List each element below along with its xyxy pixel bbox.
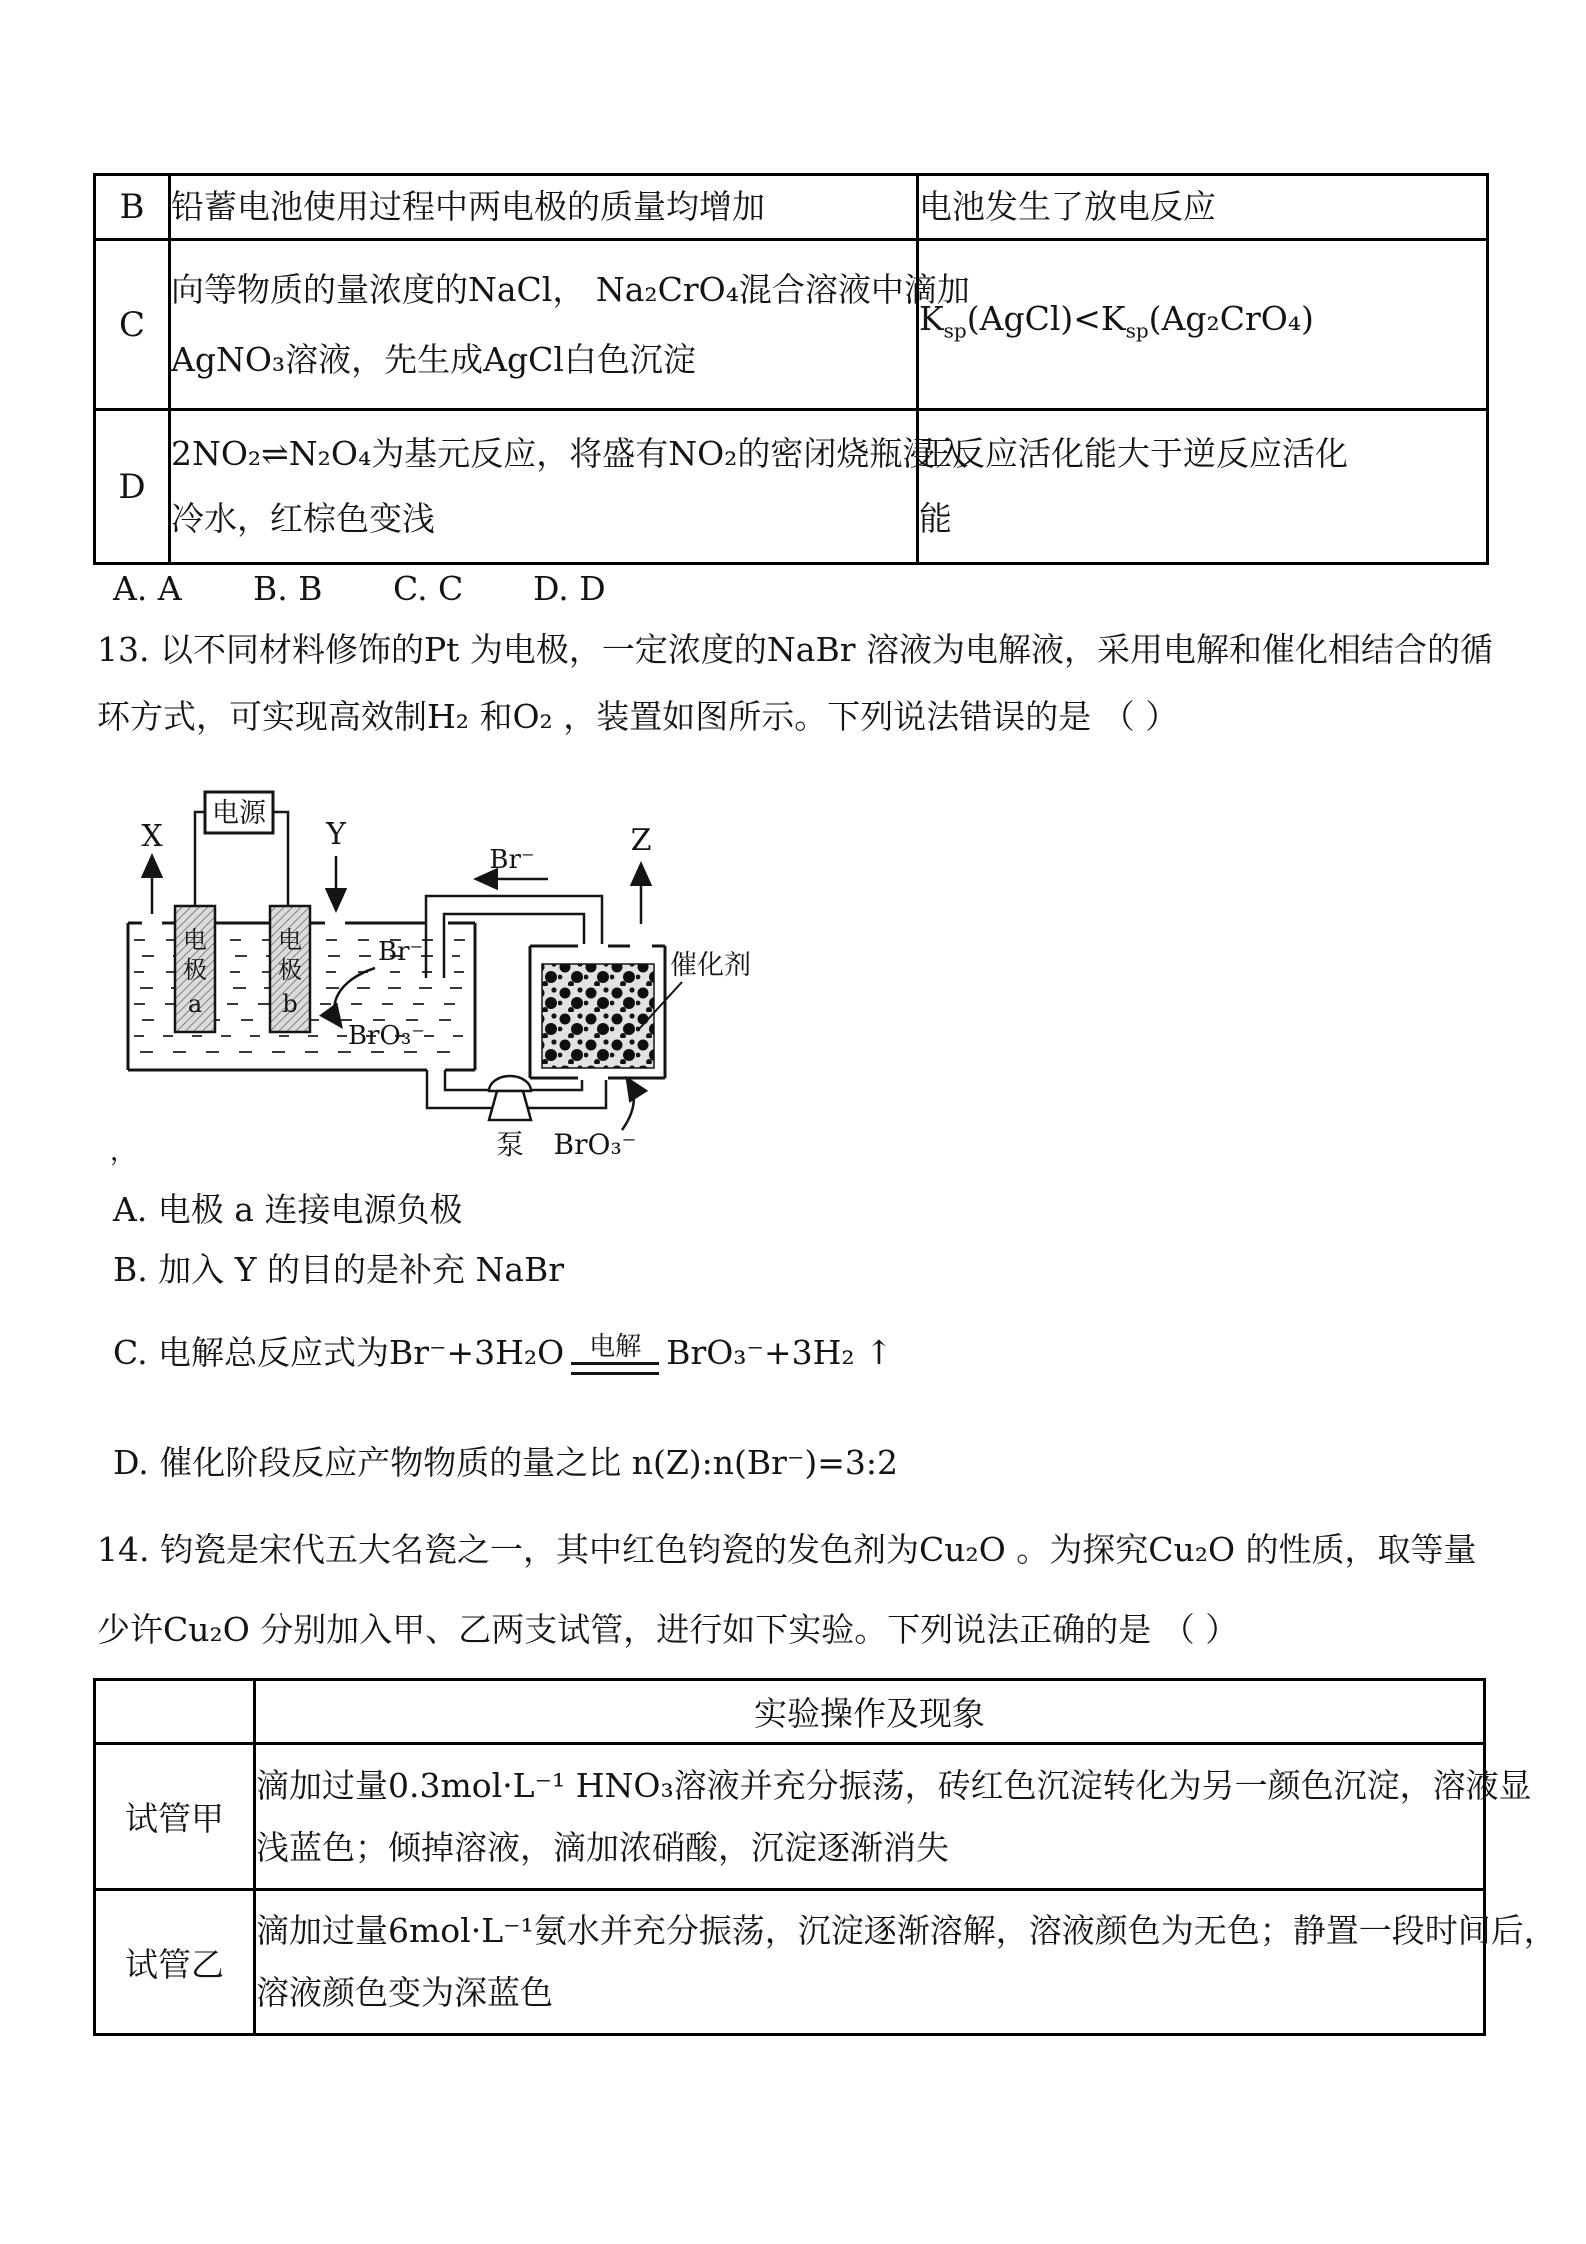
electrolysis-condition-label: 电解 — [589, 1331, 642, 1362]
answer-option-a: A. A — [113, 569, 182, 608]
ksp-sub: sp — [943, 318, 967, 343]
row-conclusion — [918, 410, 1488, 564]
row-statement — [170, 410, 969, 564]
row-statement — [170, 175, 918, 240]
table-row — [95, 175, 1488, 240]
x-gas-label: X — [141, 819, 163, 854]
tube-label: 试管甲 — [95, 1744, 255, 1890]
statement-line: 向等物质的量浓度的NaCl， Na₂CrO₄混合溶液中滴加 — [171, 269, 970, 309]
electrode-a-char: a — [187, 990, 203, 1018]
power-supply-label: 电源 — [212, 798, 266, 829]
wire-to-electrode-b — [273, 812, 288, 908]
answer-option-b: B. B — [253, 569, 323, 608]
ksp-sub: sp — [1125, 318, 1149, 343]
bromate-flow-arrow — [622, 1080, 634, 1130]
ksp-mid: (AgCl)< — [966, 298, 1101, 338]
electrode-b-char: b — [282, 990, 298, 1018]
table-header: 实验操作及现象 — [255, 1680, 1485, 1744]
observation-line: 滴加过量6mol·L⁻¹氨水并充分振荡，沉淀逐渐溶解，溶液颜色为无色；静置一段时间后， — [256, 1911, 1557, 1951]
table-row — [95, 410, 1488, 564]
catalyst-bed — [542, 964, 654, 1068]
electrode-b-char: 电 — [278, 926, 302, 954]
ksp-tail: (Ag₂CrO₄) — [1148, 298, 1314, 338]
ksp-expression — [919, 296, 1486, 354]
row-option-letter: B — [95, 175, 170, 240]
observation-line: 浅蓝色；倾掉溶液，滴加浓硝酸，沉淀逐渐消失 — [256, 1827, 949, 1867]
row-option-letter: D — [95, 410, 170, 564]
conclusion-line: 正反应活化能大于逆反应活化 — [919, 434, 1348, 474]
row-conclusion — [918, 175, 1488, 240]
q13-option-c-prefix: C. 电解总反应式为Br⁻+3H₂O — [113, 1333, 565, 1372]
table-row — [95, 1680, 1485, 1744]
pump-body — [489, 1091, 531, 1120]
conclusion-line: 能 — [919, 498, 952, 538]
statement-line: 冷水，红棕色变浅 — [171, 498, 435, 538]
electrolysis-condition-over-equals — [571, 1332, 659, 1375]
question-14-line-2: 少许Cu₂O 分别加入甲、乙两支试管，进行如下实验。下列说法正确的是 （ ） — [97, 1610, 1239, 1649]
table-row — [95, 1744, 1485, 1890]
q13-option-c — [113, 1330, 893, 1376]
tube-observation — [255, 1744, 1532, 1890]
bromide-to-bromate-arrow — [334, 968, 375, 1025]
q13-option-a: A. 电极 a 连接电源负极 — [113, 1190, 463, 1229]
bromide-in-tank-label: Br⁻ — [378, 937, 424, 967]
question-13-line-1: 13. 以不同材料修饰的Pt 为电极，一定浓度的NaBr 溶液为电解液，采用电解和催化相结合的循 — [97, 630, 1493, 669]
question-13-line-2: 环方式，可实现高效制H₂ 和O₂ ，装置如图所示。下列说法错误的是 （ ） — [97, 697, 1179, 736]
table-row — [95, 240, 1488, 410]
tube-label: 试管乙 — [95, 1890, 255, 2035]
bromide-pipe-label: Br⁻ — [489, 845, 535, 875]
q13-option-b: B. 加入 Y 的目的是补充 NaBr — [113, 1250, 565, 1289]
row-option-letter: C — [95, 240, 170, 410]
answer-option-d: D. D — [533, 569, 606, 608]
answer-options-row — [113, 566, 673, 612]
statement-line: AgNO₃溶液，先生成AgCl白色沉淀 — [171, 339, 696, 379]
ksp-k: K — [1100, 298, 1126, 338]
answer-option-c: C. C — [393, 569, 464, 608]
table-row — [95, 1890, 1485, 2035]
scan-artifact-mark: ， — [110, 1137, 137, 1167]
observation-line: 滴加过量0.3mol·L⁻¹ HNO₃溶液并充分振荡，砖红色沉淀转化为另一颜色沉淀，溶液显 — [256, 1765, 1532, 1805]
question-12-table — [93, 173, 1489, 565]
electrode-a-char: 电 — [183, 926, 207, 954]
row-conclusion — [918, 240, 1488, 410]
pump-label: 泵 — [495, 1128, 525, 1161]
q13-option-d: D. 催化阶段反应产物物质的量之比 n(Z):n(Br⁻)=3:2 — [113, 1443, 899, 1482]
bromate-in-tank-label: BrO₃⁻ — [348, 1021, 425, 1051]
electrode-b-char: 极 — [278, 956, 302, 984]
electrolysis-diagram — [90, 778, 770, 1168]
pump-dome — [489, 1076, 531, 1091]
catalyst-label: 催化剂 — [670, 950, 751, 981]
question-14-line-1: 14. 钧瓷是宋代五大名瓷之一，其中红色钧瓷的发色剂为Cu₂O 。为探究Cu₂O 的性质，取等量 — [97, 1530, 1477, 1569]
statement-line: 铅蓄电池使用过程中两电极的质量均增加 — [171, 187, 765, 226]
conclusion-line: 电池发生了放电反应 — [919, 187, 1216, 226]
z-gas-label: Z — [630, 823, 652, 858]
ksp-k: K — [919, 298, 944, 338]
question-14-table — [93, 1678, 1557, 2036]
electrode-a-char: 极 — [183, 956, 207, 984]
q13-option-c-suffix: BrO₃⁻+3H₂ ↑ — [666, 1333, 893, 1372]
bromate-bottom-label: BrO₃⁻ — [553, 1128, 637, 1161]
observation-line: 溶液颜色变为深蓝色 — [256, 1972, 553, 2012]
y-feed-label: Y — [326, 817, 346, 852]
tube-observation — [255, 1890, 1557, 2035]
header-empty-cell — [95, 1680, 255, 1744]
statement-line: 2NO₂⇌N₂O₄为基元反应，将盛有NO₂的密闭烧瓶浸入 — [171, 434, 969, 474]
double-bond-equals-bar — [571, 1362, 659, 1375]
